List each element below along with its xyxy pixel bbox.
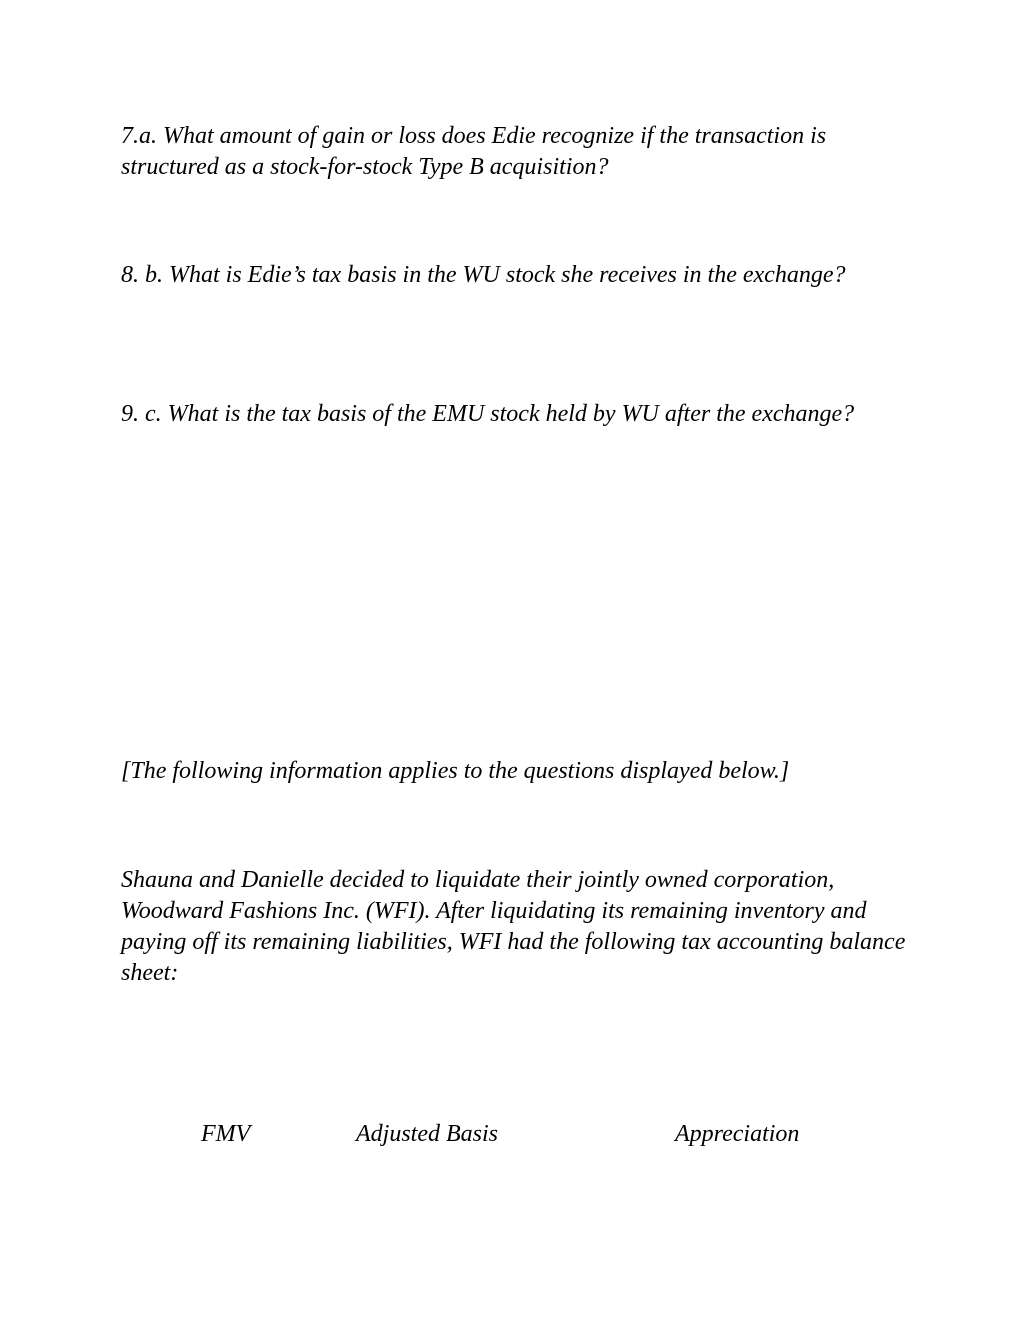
column-header-adjusted-basis: Adjusted Basis bbox=[356, 1121, 498, 1147]
column-header-fmv: FMV bbox=[201, 1121, 251, 1147]
question-8b: 8. b. What is Edie’s tax basis in the WU stock she receives in the exchange? bbox=[121, 262, 846, 288]
info-note: [The following information applies to the questions displayed below.] bbox=[121, 758, 790, 784]
question-7a: 7.a. What amount of gain or loss does Edie recognize if the transaction is structured as a stock-for-stock Type B acquisition? bbox=[121, 123, 827, 180]
column-header-appreciation: Appreciation bbox=[675, 1121, 800, 1147]
scenario-paragraph: Shauna and Danielle decided to liquidate their jointly owned corporation, Woodward Fashions Inc. (WFI). After liquidating its remaining inventory and paying off its remaining liabilities, WFI had the following tax accounting balance sheet: bbox=[121, 867, 906, 986]
question-9c: 9. c. What is the tax basis of the EMU stock held by WU after the exchange? bbox=[121, 401, 855, 427]
